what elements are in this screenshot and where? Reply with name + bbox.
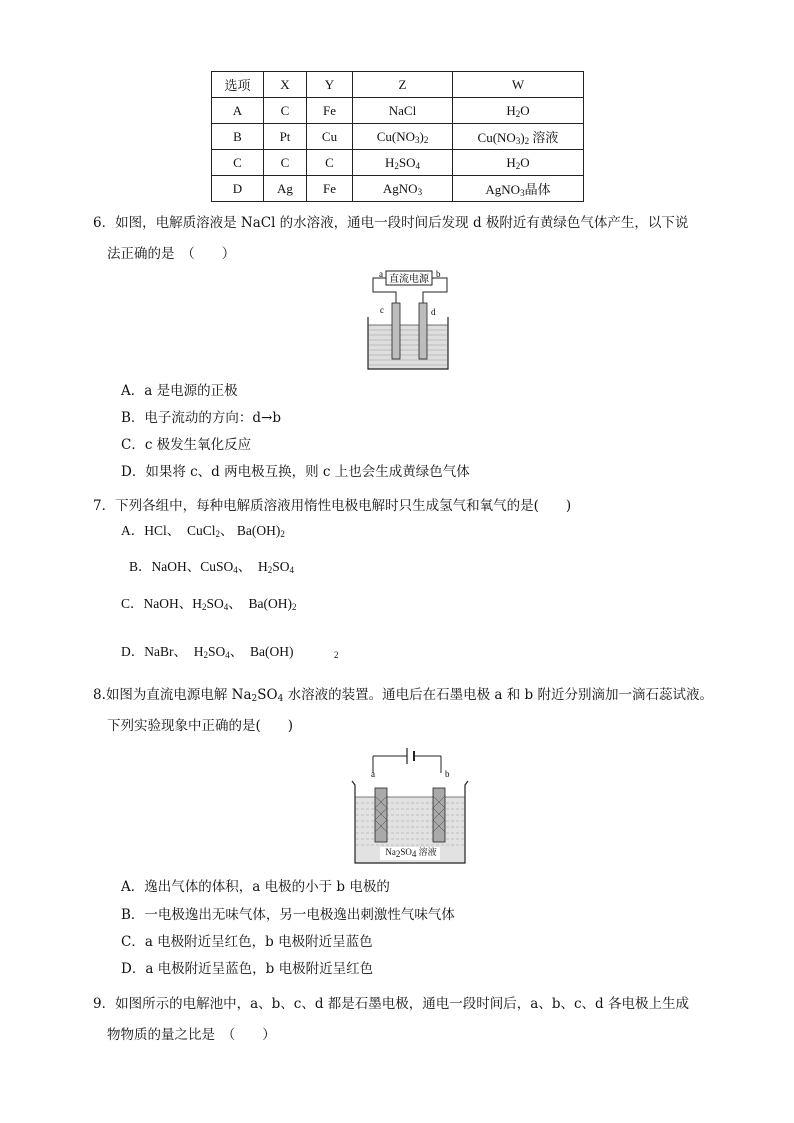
table-cell: Ag xyxy=(264,176,307,202)
q9-stem-line1: 9．如图所示的电解池中，a、b、c、d 都是石墨电极，通电一段时间后，a、b、c、d 各电极上生成 xyxy=(93,996,689,1012)
q8-option-d: D．a 电极附近呈蓝色，b 电极附近呈红色 xyxy=(121,961,374,977)
power-supply-label: 直流电源 xyxy=(389,274,429,285)
label-b: b xyxy=(436,269,441,279)
label-c: c xyxy=(380,305,384,315)
table-cell: NaCl xyxy=(353,98,453,124)
options-table xyxy=(211,71,584,202)
table-header-cell: Y xyxy=(307,72,353,98)
table-cell: Cu xyxy=(307,124,353,150)
table-header-cell: Z xyxy=(353,72,453,98)
table-cell: $Cu(NO_3)_2$ xyxy=(353,124,453,150)
q8-stem-line1: 8.如图为直流电源电解 $Na_2SO_4$ 水溶液的装置。通电后在石墨电极 a 和 b 附近分别滴加一滴石蕊试液。 xyxy=(93,687,713,704)
label-d: d xyxy=(431,307,436,317)
table-cell: D xyxy=(212,176,264,202)
table-cell: B xyxy=(212,124,264,150)
table-cell: Fe xyxy=(307,98,353,124)
table-row xyxy=(212,124,584,150)
table-cell: A xyxy=(212,98,264,124)
table-cell: AgNO$_3$ xyxy=(353,176,453,202)
electrode-c xyxy=(392,303,400,359)
table-cell: C xyxy=(307,150,353,176)
table-row xyxy=(212,150,584,176)
table-cell: Pt xyxy=(264,124,307,150)
q8-option-a: A．逸出气体的体积，a 电极的小于 b 电极的 xyxy=(121,879,390,895)
q8-option-c: C．a 电极附近呈红色，b 电极附近呈蓝色 xyxy=(121,934,373,950)
q8-electrolysis-figure xyxy=(348,741,472,869)
label-b: b xyxy=(445,769,450,779)
q8-stem-line2: 下列实验现象中正确的是( ) xyxy=(107,718,294,734)
q6-option-d: D．如果将 c、d 两电极互换，则 c 上也会生成黄绿色气体 xyxy=(121,464,470,480)
q7-stem: 7．下列各组中，每种电解质溶液用惰性电极电解时只生成氢气和氧气的是( ) xyxy=(93,498,572,514)
electrode-b xyxy=(433,788,445,842)
solution xyxy=(368,325,448,369)
q6-electrolysis-figure xyxy=(363,267,455,373)
electrode-d xyxy=(419,303,427,359)
table-cell: $H_2O$ xyxy=(453,150,584,176)
q7-option-b: B．NaOH、CuSO$_4$、 $H_2SO_4$ xyxy=(129,559,295,575)
table-cell: $H_2O$ xyxy=(453,98,584,124)
q8-option-b: B．一电极逸出无味气体，另一电极逸出刺激性气味气体 xyxy=(121,907,455,923)
table-header-cell: 选项 xyxy=(212,72,264,98)
q6-stem-line2: 法正确的是 （ ） xyxy=(107,246,236,262)
table-row xyxy=(212,176,584,202)
q7-option-c: C．NaOH、$H_2SO_4$、 $Ba(OH)_2$ xyxy=(121,596,297,612)
electrode-a xyxy=(375,788,387,842)
table-row xyxy=(212,98,584,124)
q6-option-c: C．c 极发生氧化反应 xyxy=(121,437,252,453)
table-header-cell: X xyxy=(264,72,307,98)
table-cell: Fe xyxy=(307,176,353,202)
table-cell: C xyxy=(264,98,307,124)
table-cell: C xyxy=(212,150,264,176)
table-cell: $Cu(NO_3)_2$ 溶液 xyxy=(453,124,584,150)
table-cell: AgNO$_3$晶体 xyxy=(453,176,584,202)
table-header-row xyxy=(212,72,584,98)
table-cell: $H_2SO_4$ xyxy=(353,150,453,176)
q7-option-d: D．NaBr、 $H_2SO_4$、 Ba(OH) $_2$ xyxy=(121,644,339,660)
table-cell: C xyxy=(264,150,307,176)
table-header-cell: W xyxy=(453,72,584,98)
q9-stem-line2: 物物质的量之比是 （ ） xyxy=(107,1027,276,1043)
q6-option-b: B．电子流动的方向：d→b xyxy=(121,410,282,426)
label-a: a xyxy=(371,769,375,779)
q6-stem-line1: 6．如图，电解质溶液是 NaCl 的水溶液，通电一段时间后发现 d 极附近有黄绿色气体产生，以下说 xyxy=(93,215,689,231)
solution-label: $Na_2SO_4$ 溶液 xyxy=(385,847,437,859)
label-a: a xyxy=(379,269,383,279)
q6-option-a: A．a 是电源的正极 xyxy=(121,383,238,399)
q7-option-a: A．HCl、 CuCl$_2$、 $Ba(OH)_2$ xyxy=(121,523,285,539)
